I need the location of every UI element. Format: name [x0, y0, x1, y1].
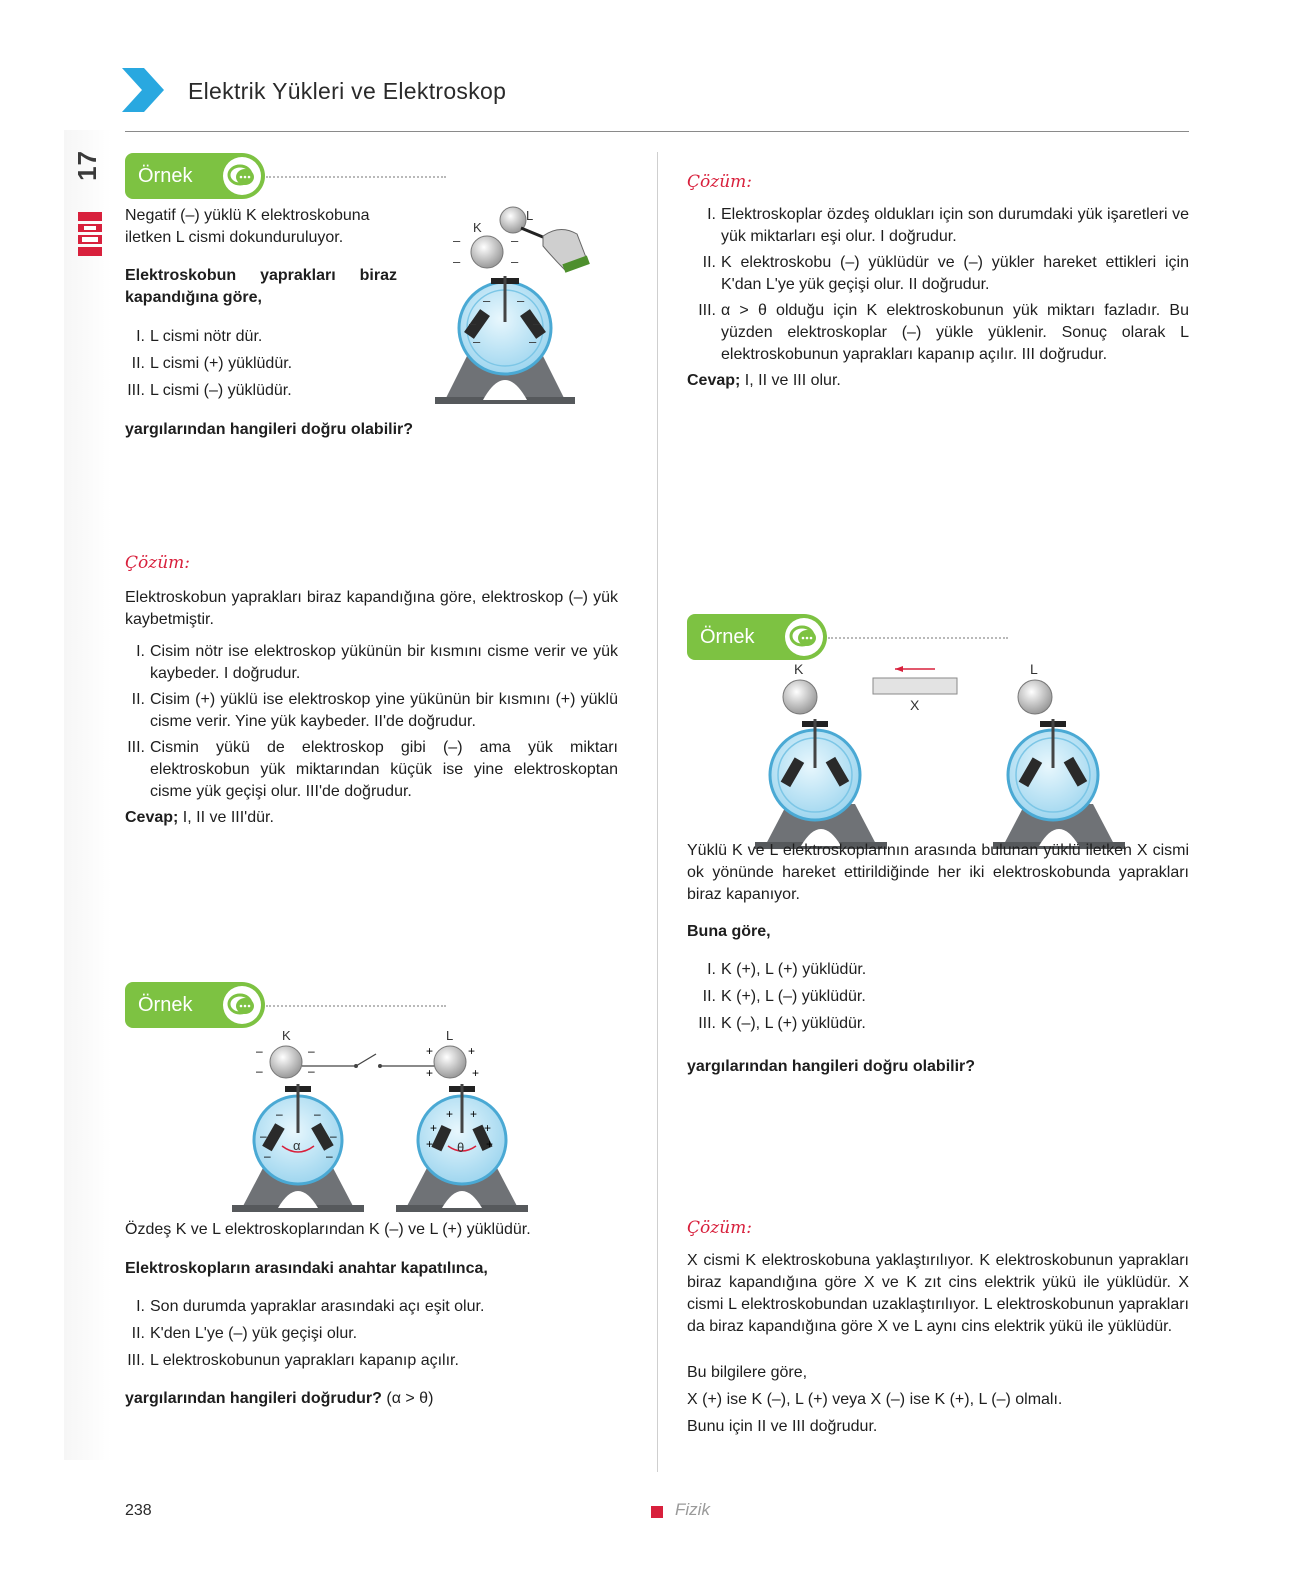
list-item: I. L cismi nötr dür.	[136, 328, 263, 345]
solution-line: Bunu için II ve III doğrudur.	[687, 1418, 878, 1435]
footer-square-icon	[651, 1506, 663, 1518]
svg-text:–: –	[453, 254, 461, 269]
dotted-rule	[828, 637, 1008, 639]
electroscopes-with-rod-figure	[755, 662, 1125, 852]
svg-text:–: –	[511, 254, 519, 269]
example-badge	[125, 153, 265, 199]
svg-text:+: +	[472, 1066, 480, 1080]
svg-text:–: –	[529, 334, 537, 349]
solution-heading: Çözüm:	[687, 1218, 752, 1238]
example-question: Buna göre,	[687, 923, 771, 940]
list-item: II. K (+), L (–) yüklüdür.	[702, 988, 866, 1005]
svg-text:–: –	[264, 1149, 271, 1163]
header-rule	[125, 131, 1189, 132]
svg-text:+: +	[430, 1121, 438, 1135]
svg-text:–: –	[308, 1064, 315, 1078]
solution-answer: Cevap; I, II ve III olur.	[687, 372, 841, 389]
list-item: I. Elektroskoplar özdeş oldukları için son durumdaki yük işaretleri ve yük miktarları eşi olur. I doğrudur.	[707, 206, 1189, 245]
test-word-logo	[76, 210, 104, 258]
label-k: K	[794, 662, 804, 677]
svg-text:+: +	[470, 1107, 478, 1121]
list-item: III. L cismi (–) yüklüdür.	[127, 382, 292, 399]
solution-answer: Cevap; I, II ve III'dür.	[125, 809, 274, 826]
footer-subject: Fizik	[675, 1500, 710, 1519]
example-intro: Negatif (–) yüklü K elektroskobuna iletken L cismi dokunduruluyor.	[125, 207, 370, 246]
svg-text:–: –	[308, 1044, 315, 1058]
example-intro: Yüklü K ve L elektroskoplarının arasında bulunan yüklü iletken X cismi ok yönünde hareket ettirildiğinde her iki elektroskobunda yaprakları biraz kapanıyor.	[687, 842, 1189, 903]
example-badge	[687, 614, 827, 660]
example-question: Elektroskopların arasındaki anahtar kapatılınca,	[125, 1260, 488, 1277]
svg-text:–: –	[256, 1044, 263, 1058]
svg-text:+: +	[484, 1121, 492, 1135]
svg-text:–: –	[256, 1064, 263, 1078]
alpha-label: α	[293, 1138, 301, 1153]
svg-text:–: –	[483, 293, 491, 308]
example-ask: yargılarından hangileri doğru olabilir?	[687, 1058, 976, 1075]
svg-text:–: –	[314, 1107, 321, 1121]
svg-text:–: –	[330, 1129, 337, 1143]
chat-bubble-icon	[223, 986, 261, 1024]
list-item: I. Cisim nötr ise elektroskop yükünün bir kısmını cisme verir ve yük kaybeder. I doğrudur.	[136, 643, 618, 682]
svg-text:+: +	[486, 1137, 494, 1151]
svg-text:+: +	[446, 1107, 454, 1121]
solution-heading: Çözüm:	[125, 553, 190, 573]
dotted-rule	[266, 1005, 446, 1007]
list-item: II. Cisim (+) yüklü ise elektroskop yine yükünün bir kısmını (+) yüklü cisme verir. Yine yük kaybeder. II'de doğrudur.	[131, 691, 618, 730]
page-number: 238	[125, 1502, 152, 1519]
svg-text:+: +	[426, 1137, 434, 1151]
chat-bubble-icon	[785, 618, 823, 656]
svg-text:–: –	[453, 233, 461, 248]
svg-text:–: –	[326, 1149, 333, 1163]
example-question: Elektroskobun yaprakları biraz kapandığına göre,	[125, 267, 397, 306]
svg-text:+: +	[468, 1044, 476, 1058]
solution-line: X (+) ise K (–), L (+) veya X (–) ise K (+), L (–) olmalı.	[687, 1391, 1063, 1408]
label-l: L	[446, 1028, 454, 1043]
electroscope-figure	[425, 200, 605, 415]
list-item: II. K'den L'ye (–) yük geçişi olur.	[131, 1325, 358, 1342]
theta-label: θ	[457, 1140, 465, 1155]
list-item: III. L elektroskobunun yaprakları kapanıp açılır.	[127, 1352, 459, 1369]
label-x: X	[910, 697, 920, 713]
list-item: II. L cismi (+) yüklüdür.	[131, 355, 293, 372]
svg-text:–: –	[533, 316, 541, 331]
example-badge	[125, 982, 265, 1028]
side-strip	[64, 130, 112, 1460]
label-l: L	[526, 208, 534, 223]
list-item: I. K (+), L (+) yüklüdür.	[707, 961, 867, 978]
chevron-arrow-icon	[122, 68, 164, 112]
test-number: 17	[72, 150, 102, 181]
svg-text:–: –	[517, 293, 525, 308]
list-item: II. K elektroskobu (–) yüklüdür ve (–) yükler hareket ettikleri için K'dan L'ye yük geçişi olur. II doğrudur.	[702, 254, 1189, 293]
label-k: K	[473, 220, 482, 235]
svg-text:–: –	[511, 233, 519, 248]
svg-text:–: –	[276, 1107, 283, 1121]
label-k: K	[282, 1028, 291, 1043]
example-ask: yargılarından hangileri doğrudur? (α > θ)	[125, 1390, 434, 1407]
example-intro: Özdeş K ve L elektroskoplarından K (–) ve L (+) yüklüdür.	[125, 1221, 531, 1238]
example-ask: yargılarından hangileri doğru olabilir?	[125, 421, 414, 438]
svg-text:+: +	[426, 1044, 434, 1058]
column-divider	[657, 152, 658, 1472]
list-item: I. Son durumda yapraklar arasındaki açı eşit olur.	[136, 1298, 485, 1315]
example-badge-label: Örnek	[138, 165, 193, 187]
solution-intro: Elektroskobun yaprakları biraz kapandığına göre, elektroskop (–) yük kaybetmiştir.	[125, 589, 618, 628]
two-electroscopes-switch-figure	[230, 1028, 530, 1218]
svg-text:–: –	[260, 1129, 267, 1143]
example-badge-label: Örnek	[138, 994, 193, 1016]
example-badge-label: Örnek	[700, 626, 755, 648]
svg-text:–: –	[469, 316, 477, 331]
solution-paragraph: X cismi K elektroskobuna yaklaştırılıyor. K elektroskobunun yaprakları biraz kapandığına göre X ve K zıt cins elektrik yükü ile yüklüdür. X cismi L elektroskobundan uzaklaştırılıyor. L elektroskobunun yaprakları da biraz kapandığına göre X ve L aynı cins elektrik yükü ile yüklüdür.	[687, 1252, 1189, 1335]
page-title: Elektrik Yükleri ve Elektroskop	[188, 78, 507, 104]
list-item: III. Cismin yükü de elektroskop gibi (–) ama yük miktarı elektroskobun yük miktarından küçük ise yine elektroskoptan cisme yük geçişi olur. III'de doğrudur.	[127, 739, 618, 800]
chat-bubble-icon	[223, 157, 261, 195]
dotted-rule	[266, 176, 446, 178]
list-item: III. K (–), L (+) yüklüdür.	[698, 1015, 866, 1032]
label-l: L	[1030, 662, 1038, 677]
svg-text:+: +	[426, 1066, 434, 1080]
list-item: III. α > θ olduğu için K elektroskobunun yük miktarı fazladır. Bu yüzden elektroskoplar (–) yükle yüklenir. Sonuç olarak L elektroskobunun yaprakları kapanıp açılır. III doğrudur.	[698, 302, 1189, 363]
solution-line: Bu bilgilere göre,	[687, 1364, 808, 1381]
svg-text:–: –	[473, 334, 481, 349]
solution-heading: Çözüm:	[687, 172, 752, 192]
